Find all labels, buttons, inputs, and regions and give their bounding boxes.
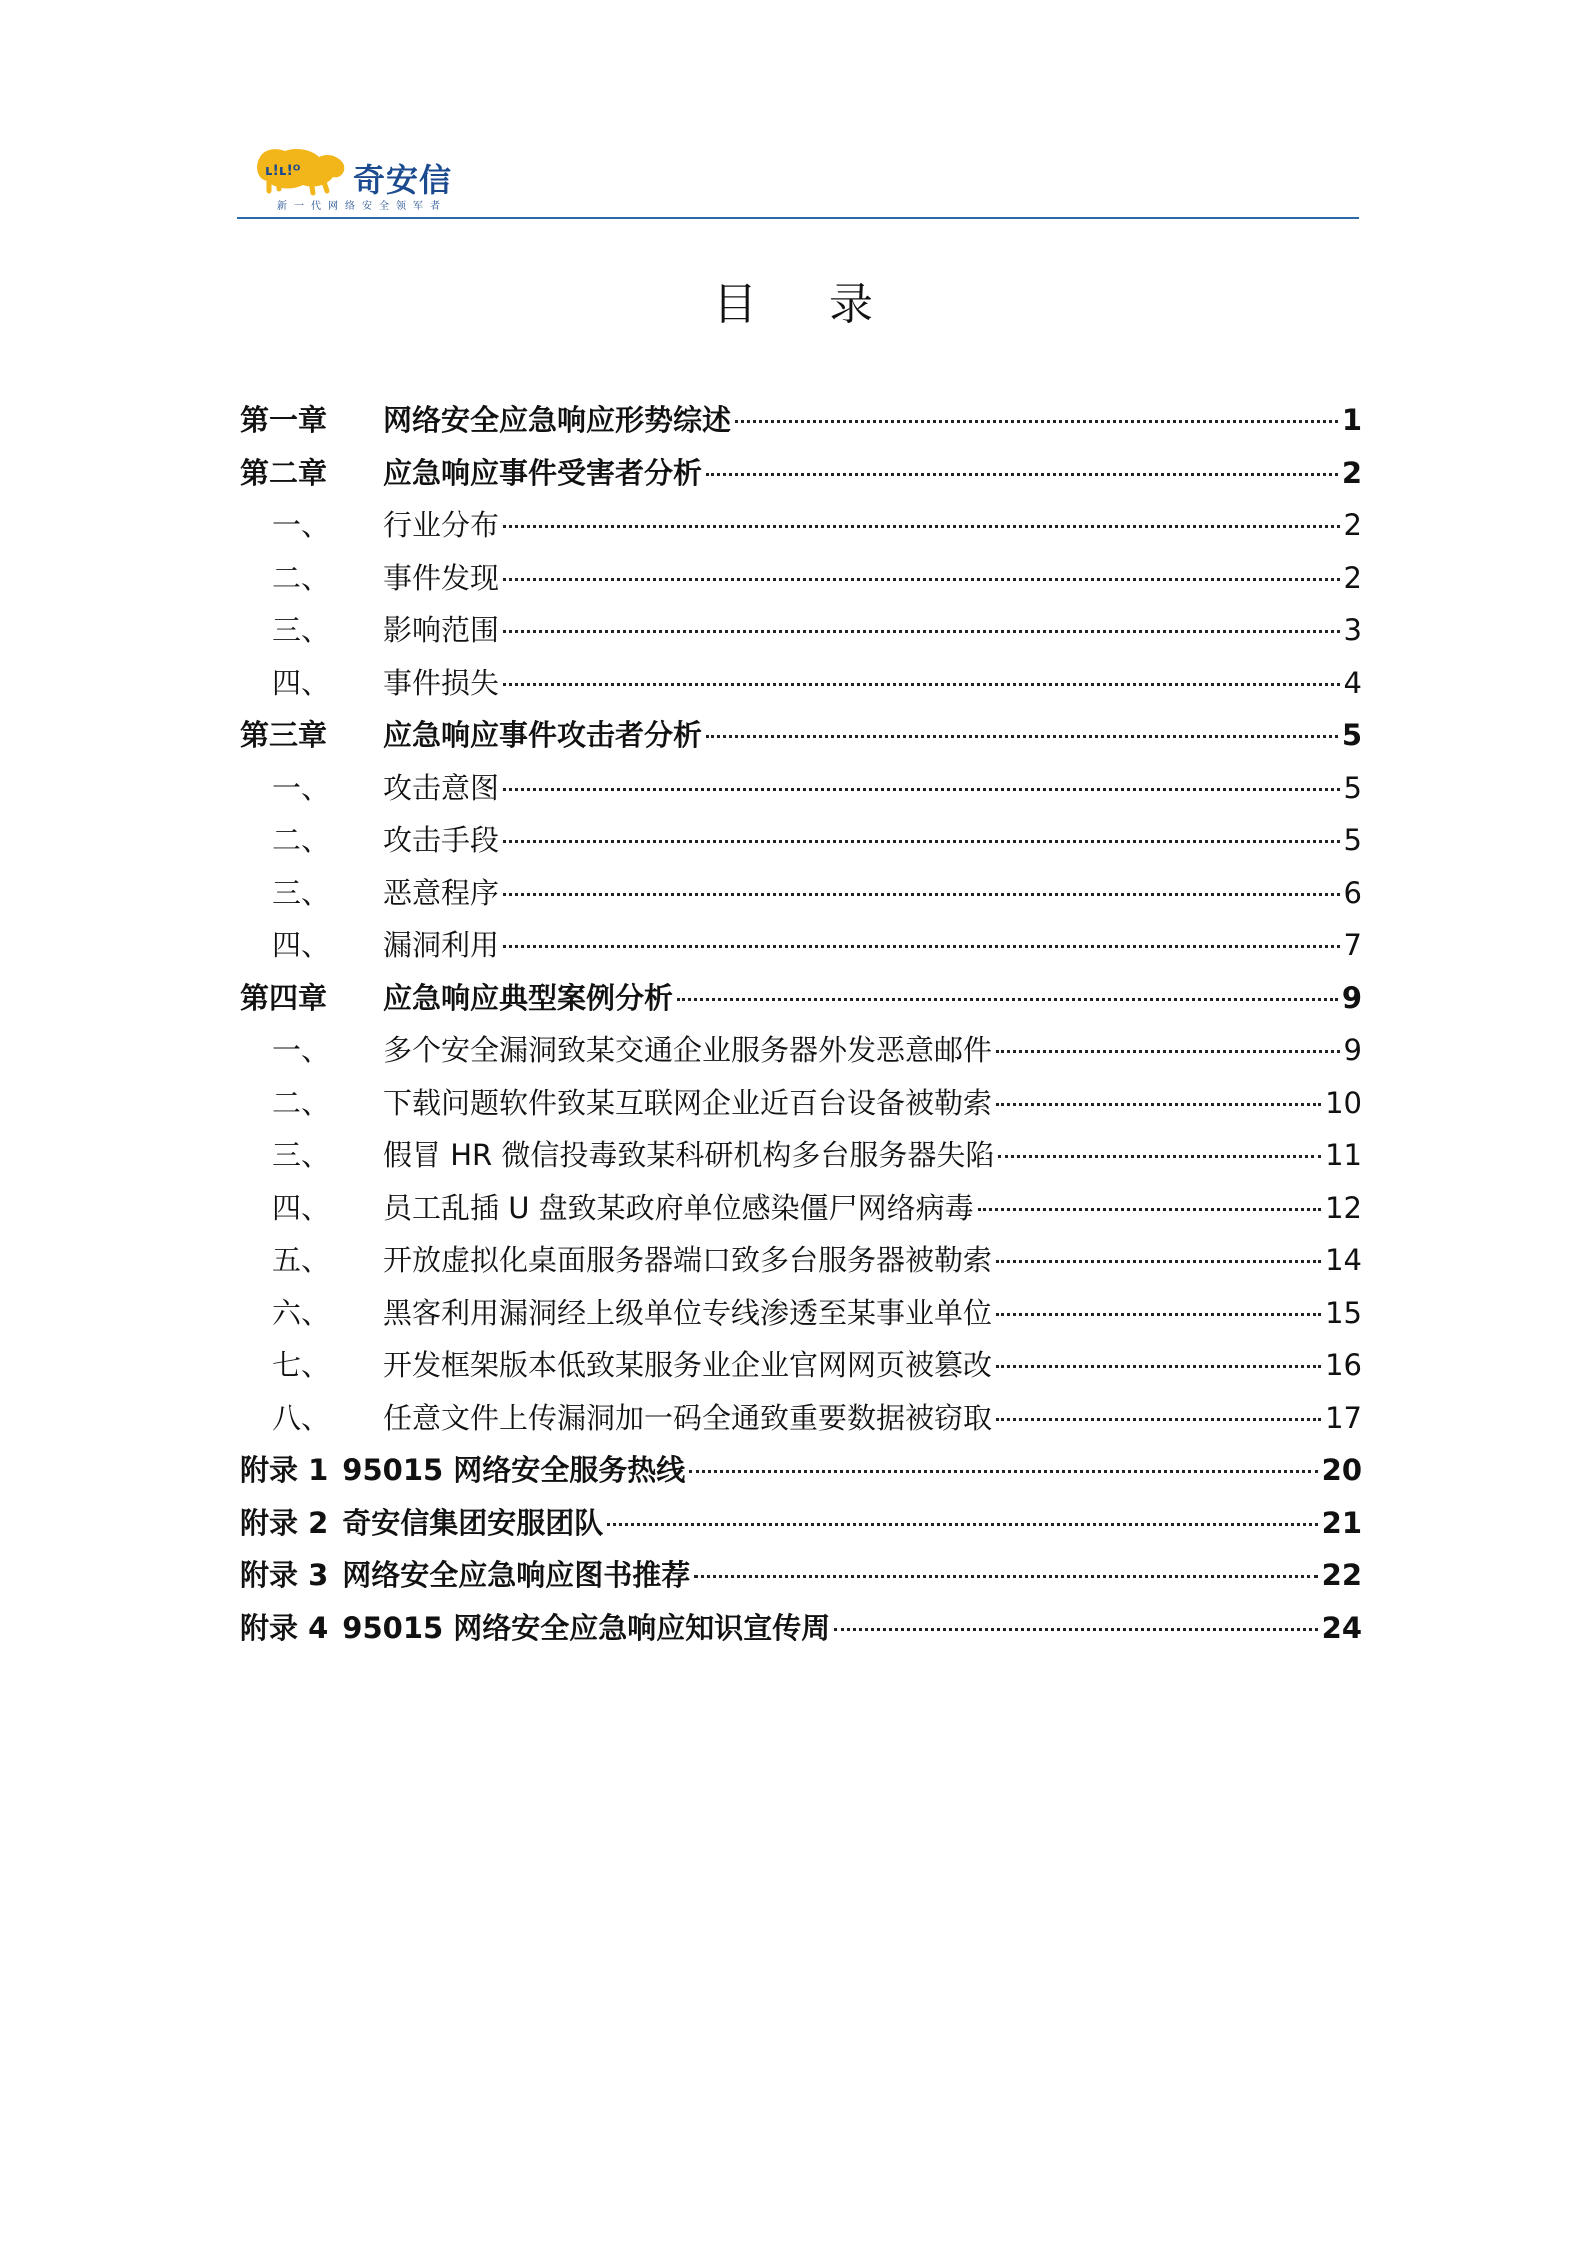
toc-entry-title: 网络安全应急响应图书推荐 bbox=[342, 1558, 691, 1592]
toc-entry-number: 附录 1 bbox=[240, 1453, 329, 1487]
toc-entry-number: 第二章 bbox=[240, 455, 328, 490]
toc-dot-leader bbox=[996, 1050, 1340, 1053]
toc-dot-leader bbox=[978, 1208, 1321, 1211]
toc-entry-page-number: 10 bbox=[1325, 1085, 1362, 1120]
toc-entry-page-number: 12 bbox=[1325, 1190, 1362, 1225]
toc-entry-chapter[interactable] bbox=[240, 972, 1362, 1025]
toc-entry-page-number: 2 bbox=[1343, 560, 1362, 595]
toc-entry-number: 二、 bbox=[272, 1085, 331, 1120]
toc-entry-number: 八、 bbox=[272, 1400, 331, 1435]
toc-entry-number: 二、 bbox=[272, 560, 331, 595]
toc-entry-page-number: 15 bbox=[1325, 1295, 1362, 1330]
toc-dot-leader bbox=[607, 1523, 1317, 1526]
toc-entry-title: 任意文件上传漏洞加一码全通致重要数据被窃取 bbox=[383, 1400, 993, 1435]
toc-entry-page-number: 5 bbox=[1343, 823, 1362, 857]
toc-entry-number: 七、 bbox=[272, 1348, 331, 1382]
toc-dot-leader bbox=[503, 788, 1340, 791]
toc-entry-number: 二、 bbox=[272, 823, 331, 857]
toc-entry-title: 奇安信集团安服团队 bbox=[342, 1505, 604, 1540]
toc-entry-number: 一、 bbox=[272, 508, 331, 542]
toc-dot-leader bbox=[706, 735, 1338, 738]
toc-entry-section[interactable] bbox=[240, 1077, 1362, 1130]
toc-entry-number: 三、 bbox=[272, 875, 331, 910]
toc-entry-number: 五、 bbox=[272, 1243, 331, 1277]
table-of-contents bbox=[240, 394, 1362, 1654]
toc-entry-page-number: 7 bbox=[1343, 928, 1362, 962]
header-divider bbox=[237, 217, 1359, 219]
toc-entry-appendix[interactable] bbox=[240, 1497, 1362, 1550]
toc-entry-section[interactable] bbox=[240, 1024, 1362, 1077]
toc-entry-appendix[interactable] bbox=[240, 1444, 1362, 1497]
toc-dot-leader bbox=[503, 578, 1340, 581]
toc-entry-page-number: 4 bbox=[1343, 665, 1362, 700]
page-header bbox=[237, 140, 1359, 220]
brand-slogan: 新一代网络安全领军者 bbox=[277, 201, 447, 212]
toc-entry-number: 三、 bbox=[272, 613, 331, 647]
toc-entry-section[interactable] bbox=[240, 1129, 1362, 1182]
toc-entry-page-number: 20 bbox=[1321, 1453, 1362, 1487]
toc-entry-page-number: 9 bbox=[1341, 980, 1362, 1015]
toc-dot-leader bbox=[706, 473, 1338, 476]
tiger-mascot-icon bbox=[255, 145, 347, 197]
toc-entry-title: 事件损失 bbox=[383, 665, 500, 700]
toc-entry-chapter[interactable] bbox=[240, 447, 1362, 500]
toc-entry-section[interactable] bbox=[240, 867, 1362, 920]
toc-entry-number: 四、 bbox=[272, 928, 331, 962]
toc-entry-number: 四、 bbox=[272, 665, 331, 700]
toc-entry-number: 附录 2 bbox=[240, 1505, 329, 1540]
toc-dot-leader bbox=[503, 893, 1340, 896]
toc-entry-chapter[interactable] bbox=[240, 709, 1362, 762]
toc-dot-leader bbox=[996, 1313, 1321, 1316]
brand-name: 奇安信 bbox=[353, 161, 453, 199]
toc-entry-title: 恶意程序 bbox=[383, 875, 500, 910]
toc-entry-page-number: 16 bbox=[1325, 1348, 1362, 1382]
brand-logo bbox=[255, 145, 495, 215]
toc-entry-title: 网络安全应急响应形势综述 bbox=[383, 403, 732, 437]
toc-dot-leader bbox=[996, 1418, 1321, 1421]
toc-entry-number: 附录 3 bbox=[240, 1558, 329, 1592]
toc-dot-leader bbox=[677, 998, 1338, 1001]
toc-entry-page-number: 2 bbox=[1341, 455, 1362, 490]
toc-entry-number: 四、 bbox=[272, 1190, 331, 1225]
toc-entry-page-number: 17 bbox=[1325, 1400, 1362, 1435]
toc-entry-number: 三、 bbox=[272, 1138, 331, 1172]
toc-entry-number: 第一章 bbox=[240, 403, 328, 437]
toc-entry-title: 应急响应典型案例分析 bbox=[383, 980, 674, 1015]
svg-text:ʟ!ʟ!ᴼ: ʟ!ʟ!ᴼ bbox=[265, 163, 301, 179]
toc-entry-title: 应急响应事件攻击者分析 bbox=[383, 718, 703, 752]
toc-dot-leader bbox=[834, 1628, 1317, 1631]
toc-entry-page-number: 21 bbox=[1321, 1505, 1362, 1540]
toc-entry-section[interactable] bbox=[240, 1339, 1362, 1392]
toc-dot-leader bbox=[996, 1103, 1321, 1106]
toc-entry-section[interactable] bbox=[240, 814, 1362, 867]
toc-entry-section[interactable] bbox=[240, 499, 1362, 552]
toc-entry-page-number: 24 bbox=[1321, 1610, 1362, 1645]
toc-entry-section[interactable] bbox=[240, 1234, 1362, 1287]
toc-entry-title: 行业分布 bbox=[383, 508, 500, 542]
toc-entry-page-number: 6 bbox=[1343, 875, 1362, 910]
toc-entry-number: 六、 bbox=[272, 1295, 331, 1330]
toc-entry-title: 开放虚拟化桌面服务器端口致多台服务器被勒索 bbox=[383, 1243, 993, 1277]
toc-entry-title: 多个安全漏洞致某交通企业服务器外发恶意邮件 bbox=[383, 1033, 993, 1067]
toc-entry-title: 攻击手段 bbox=[383, 823, 500, 857]
toc-entry-title: 事件发现 bbox=[383, 560, 500, 595]
toc-dot-leader bbox=[503, 525, 1340, 528]
toc-entry-title: 应急响应事件受害者分析 bbox=[383, 455, 703, 490]
toc-entry-title: 影响范围 bbox=[383, 613, 500, 647]
toc-dot-leader bbox=[735, 420, 1338, 423]
toc-entry-number: 第四章 bbox=[240, 980, 328, 1015]
toc-entry-appendix[interactable] bbox=[240, 1602, 1362, 1655]
toc-entry-section[interactable] bbox=[240, 1287, 1362, 1340]
toc-entry-section[interactable] bbox=[240, 1182, 1362, 1235]
toc-entry-number: 一、 bbox=[272, 1033, 331, 1067]
toc-dot-leader bbox=[503, 630, 1340, 633]
toc-entry-section[interactable] bbox=[240, 1392, 1362, 1445]
toc-entry-title: 95015 网络安全应急响应知识宣传周 bbox=[342, 1610, 831, 1645]
toc-entry-appendix[interactable] bbox=[240, 1549, 1362, 1602]
toc-entry-title: 假冒 HR 微信投毒致某科研机构多台服务器失陷 bbox=[383, 1138, 995, 1172]
toc-entry-page-number: 2 bbox=[1343, 508, 1362, 542]
toc-entry-page-number: 1 bbox=[1341, 403, 1362, 437]
toc-dot-leader bbox=[503, 945, 1340, 948]
toc-entry-page-number: 14 bbox=[1325, 1243, 1362, 1277]
toc-dot-leader bbox=[689, 1470, 1317, 1473]
toc-entry-page-number: 3 bbox=[1343, 613, 1362, 647]
toc-dot-leader bbox=[503, 683, 1340, 686]
toc-entry-title: 95015 网络安全服务热线 bbox=[342, 1453, 686, 1487]
toc-dot-leader bbox=[996, 1365, 1321, 1368]
toc-entry-page-number: 9 bbox=[1343, 1033, 1362, 1067]
toc-dot-leader bbox=[996, 1260, 1321, 1263]
toc-entry-title: 开发框架版本低致某服务业企业官网网页被篡改 bbox=[383, 1348, 993, 1382]
toc-entry-title: 黑客利用漏洞经上级单位专线渗透至某事业单位 bbox=[383, 1295, 993, 1330]
toc-entry-title: 漏洞利用 bbox=[383, 928, 500, 962]
toc-entry-number: 附录 4 bbox=[240, 1610, 329, 1645]
toc-entry-title: 员工乱插 U 盘致某政府单位感染僵尸网络病毒 bbox=[383, 1190, 974, 1225]
toc-entry-number: 一、 bbox=[272, 770, 331, 805]
toc-entry-section[interactable] bbox=[240, 762, 1362, 815]
toc-entry-chapter[interactable] bbox=[240, 394, 1362, 447]
toc-dot-leader bbox=[503, 840, 1340, 843]
toc-title: 目录 bbox=[713, 279, 945, 330]
toc-entry-number: 第三章 bbox=[240, 718, 328, 752]
toc-entry-page-number: 5 bbox=[1341, 718, 1362, 752]
toc-dot-leader bbox=[998, 1155, 1321, 1158]
toc-entry-page-number: 5 bbox=[1343, 770, 1362, 805]
toc-entry-section[interactable] bbox=[240, 919, 1362, 972]
toc-entry-title: 下载问题软件致某互联网企业近百台设备被勒索 bbox=[383, 1085, 993, 1120]
toc-entry-page-number: 11 bbox=[1325, 1138, 1362, 1172]
toc-dot-leader bbox=[694, 1575, 1317, 1578]
toc-entry-section[interactable] bbox=[240, 657, 1362, 710]
toc-entry-section[interactable] bbox=[240, 552, 1362, 605]
toc-entry-section[interactable] bbox=[240, 604, 1362, 657]
toc-entry-title: 攻击意图 bbox=[383, 770, 500, 805]
toc-entry-page-number: 22 bbox=[1321, 1558, 1362, 1592]
